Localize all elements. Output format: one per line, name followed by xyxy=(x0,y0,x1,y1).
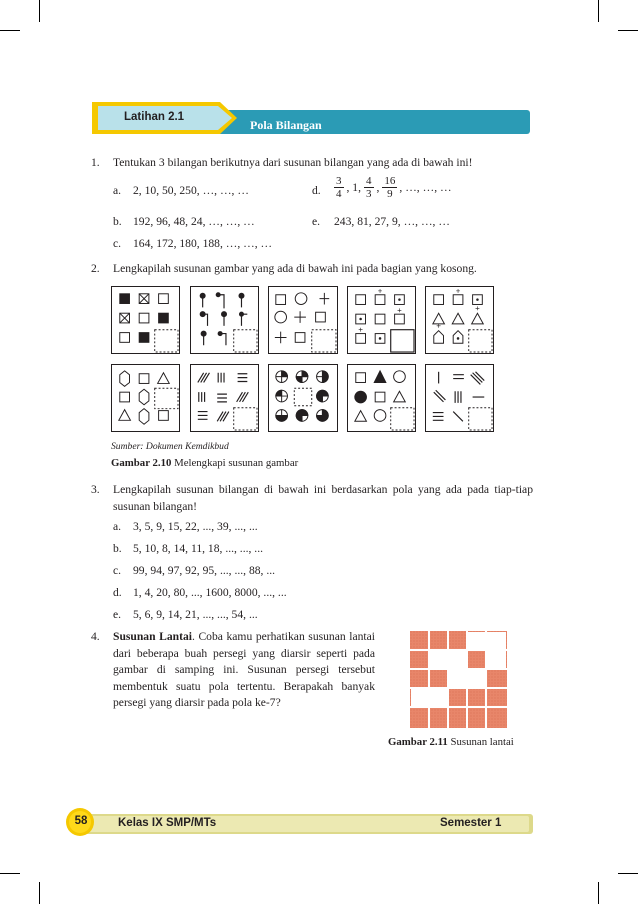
item-letter: e. xyxy=(312,215,321,228)
topic-label: Pola Bilangan xyxy=(250,118,322,132)
figure-caption-label: Gambar 2.10 xyxy=(111,457,172,469)
figure-source: Sumber: Dokumen Kemdikbud xyxy=(111,441,229,452)
question-number: 1. xyxy=(91,156,100,169)
exercise-label: Latihan 2.1 xyxy=(124,111,185,123)
polygon-pattern-icon xyxy=(426,287,493,353)
number-sequence: 99, 94, 97, 92, 95, ..., ..., 88, ... xyxy=(133,564,276,577)
number-sequence: 5, 6, 9, 14, 21, ..., ..., 54, ... xyxy=(133,608,258,621)
number-sequence: 1, 4, 20, 80, ..., 1600, 8000, ..., ... xyxy=(133,586,287,599)
item-letter: b. xyxy=(113,215,122,228)
item-letter: b. xyxy=(113,542,122,555)
floor-tile-figure xyxy=(410,631,507,728)
number-sequence: 192, 96, 48, 24, …, …, … xyxy=(133,215,255,228)
question-text: Lengkapilah susunan gambar yang ada di bawah ini pada bagian yang kosong. xyxy=(113,262,477,275)
figure-caption xyxy=(388,736,514,748)
item-letter: d. xyxy=(312,184,321,197)
shape-pattern-icon xyxy=(269,287,337,353)
pattern-box-strokes xyxy=(425,364,494,432)
crop-mark xyxy=(39,0,40,22)
book-title: Kelas IX SMP/MTs xyxy=(118,817,217,829)
fraction: $\frac{3}{4}$ xyxy=(336,175,342,200)
pattern-box-polygons xyxy=(425,286,494,354)
item-letter: a. xyxy=(113,520,122,533)
question-title: Susunan Lantai xyxy=(113,630,192,643)
question-body: . Coba kamu perhatikan susunan lantai dari beberapa buah persegi yang diarsir seperti pada gambar di samping ini. Susunan persegi tersebut membentuk suatu pola tertentu. Berapakah banyak persegi yang diarsir pada pola ke-7? xyxy=(113,630,375,710)
filled-shape-pattern-icon xyxy=(348,365,415,431)
number-sequence: 5, 10, 8, 14, 11, 18, ..., ..., ... xyxy=(133,542,263,555)
fraction-sequence xyxy=(334,175,452,200)
number-sequence: 2, 10, 50, 250, …, …, … xyxy=(133,184,249,197)
pattern-box-hexagons xyxy=(111,364,180,432)
number-sequence: 3, 5, 9, 15, 22, ..., 39, ..., ... xyxy=(133,520,258,533)
pattern-box-pins xyxy=(190,286,259,354)
item-letter: a. xyxy=(113,184,122,197)
item-letter: c. xyxy=(113,237,122,250)
item-letter: e. xyxy=(113,608,122,621)
line-pattern-icon xyxy=(191,365,258,431)
pattern-box-squares xyxy=(111,286,180,354)
figure-caption xyxy=(111,457,298,469)
semester-label: Semester 1 xyxy=(440,817,502,829)
fraction: $\frac{4}{3}$ xyxy=(366,175,372,200)
crop-mark xyxy=(0,30,20,31)
sequence-separator: , 1, xyxy=(346,181,361,194)
figure-caption-text: Melengkapi susunan gambar xyxy=(171,457,299,469)
question-number: 4. xyxy=(91,630,100,643)
pin-pattern-icon xyxy=(191,287,258,353)
question-number: 3. xyxy=(91,483,100,496)
question-text: Lengkapilah susunan bilangan di bawah ini berdasarkan pola yang ada pada tiap-tiap susunan bilangan! xyxy=(113,483,533,513)
crop-mark xyxy=(598,0,599,22)
page-number: 58 xyxy=(74,815,88,827)
pattern-box-circles xyxy=(268,364,338,432)
pattern-box-lines xyxy=(190,364,259,432)
number-sequence: 243, 81, 27, 9, …, …, … xyxy=(334,215,450,228)
crop-mark xyxy=(0,873,20,874)
stroke-pattern-icon xyxy=(426,365,493,431)
crop-mark xyxy=(39,882,40,904)
crop-mark xyxy=(598,882,599,904)
fraction: $\frac{16}{9}$ xyxy=(384,175,396,200)
dotted-square-pattern-icon xyxy=(348,287,415,353)
item-letter: d. xyxy=(113,586,122,599)
crop-mark xyxy=(618,30,638,31)
figure-caption-label: Gambar 2.11 xyxy=(388,736,448,748)
hexagon-pattern-icon xyxy=(112,365,179,431)
sequence-separator: , xyxy=(376,181,380,194)
square-pattern-icon xyxy=(112,287,179,353)
number-sequence: 164, 172, 180, 188, …, …, … xyxy=(133,237,273,250)
item-letter: c. xyxy=(113,564,122,577)
figure-caption-text: Susunan lantai xyxy=(447,736,514,748)
circle-quarter-pattern-icon xyxy=(269,365,337,431)
question-text xyxy=(113,629,375,712)
pattern-box-shapes xyxy=(268,286,338,354)
pattern-box-filled-shapes xyxy=(347,364,416,432)
sequence-tail: , …, …, … xyxy=(399,181,452,194)
question-number: 2. xyxy=(91,262,100,275)
question-text: Tentukan 3 bilangan berikutnya dari susunan bilangan yang ada di bawah ini! xyxy=(113,156,473,169)
pattern-box-dotted-squares xyxy=(347,286,416,354)
crop-mark xyxy=(618,873,638,874)
